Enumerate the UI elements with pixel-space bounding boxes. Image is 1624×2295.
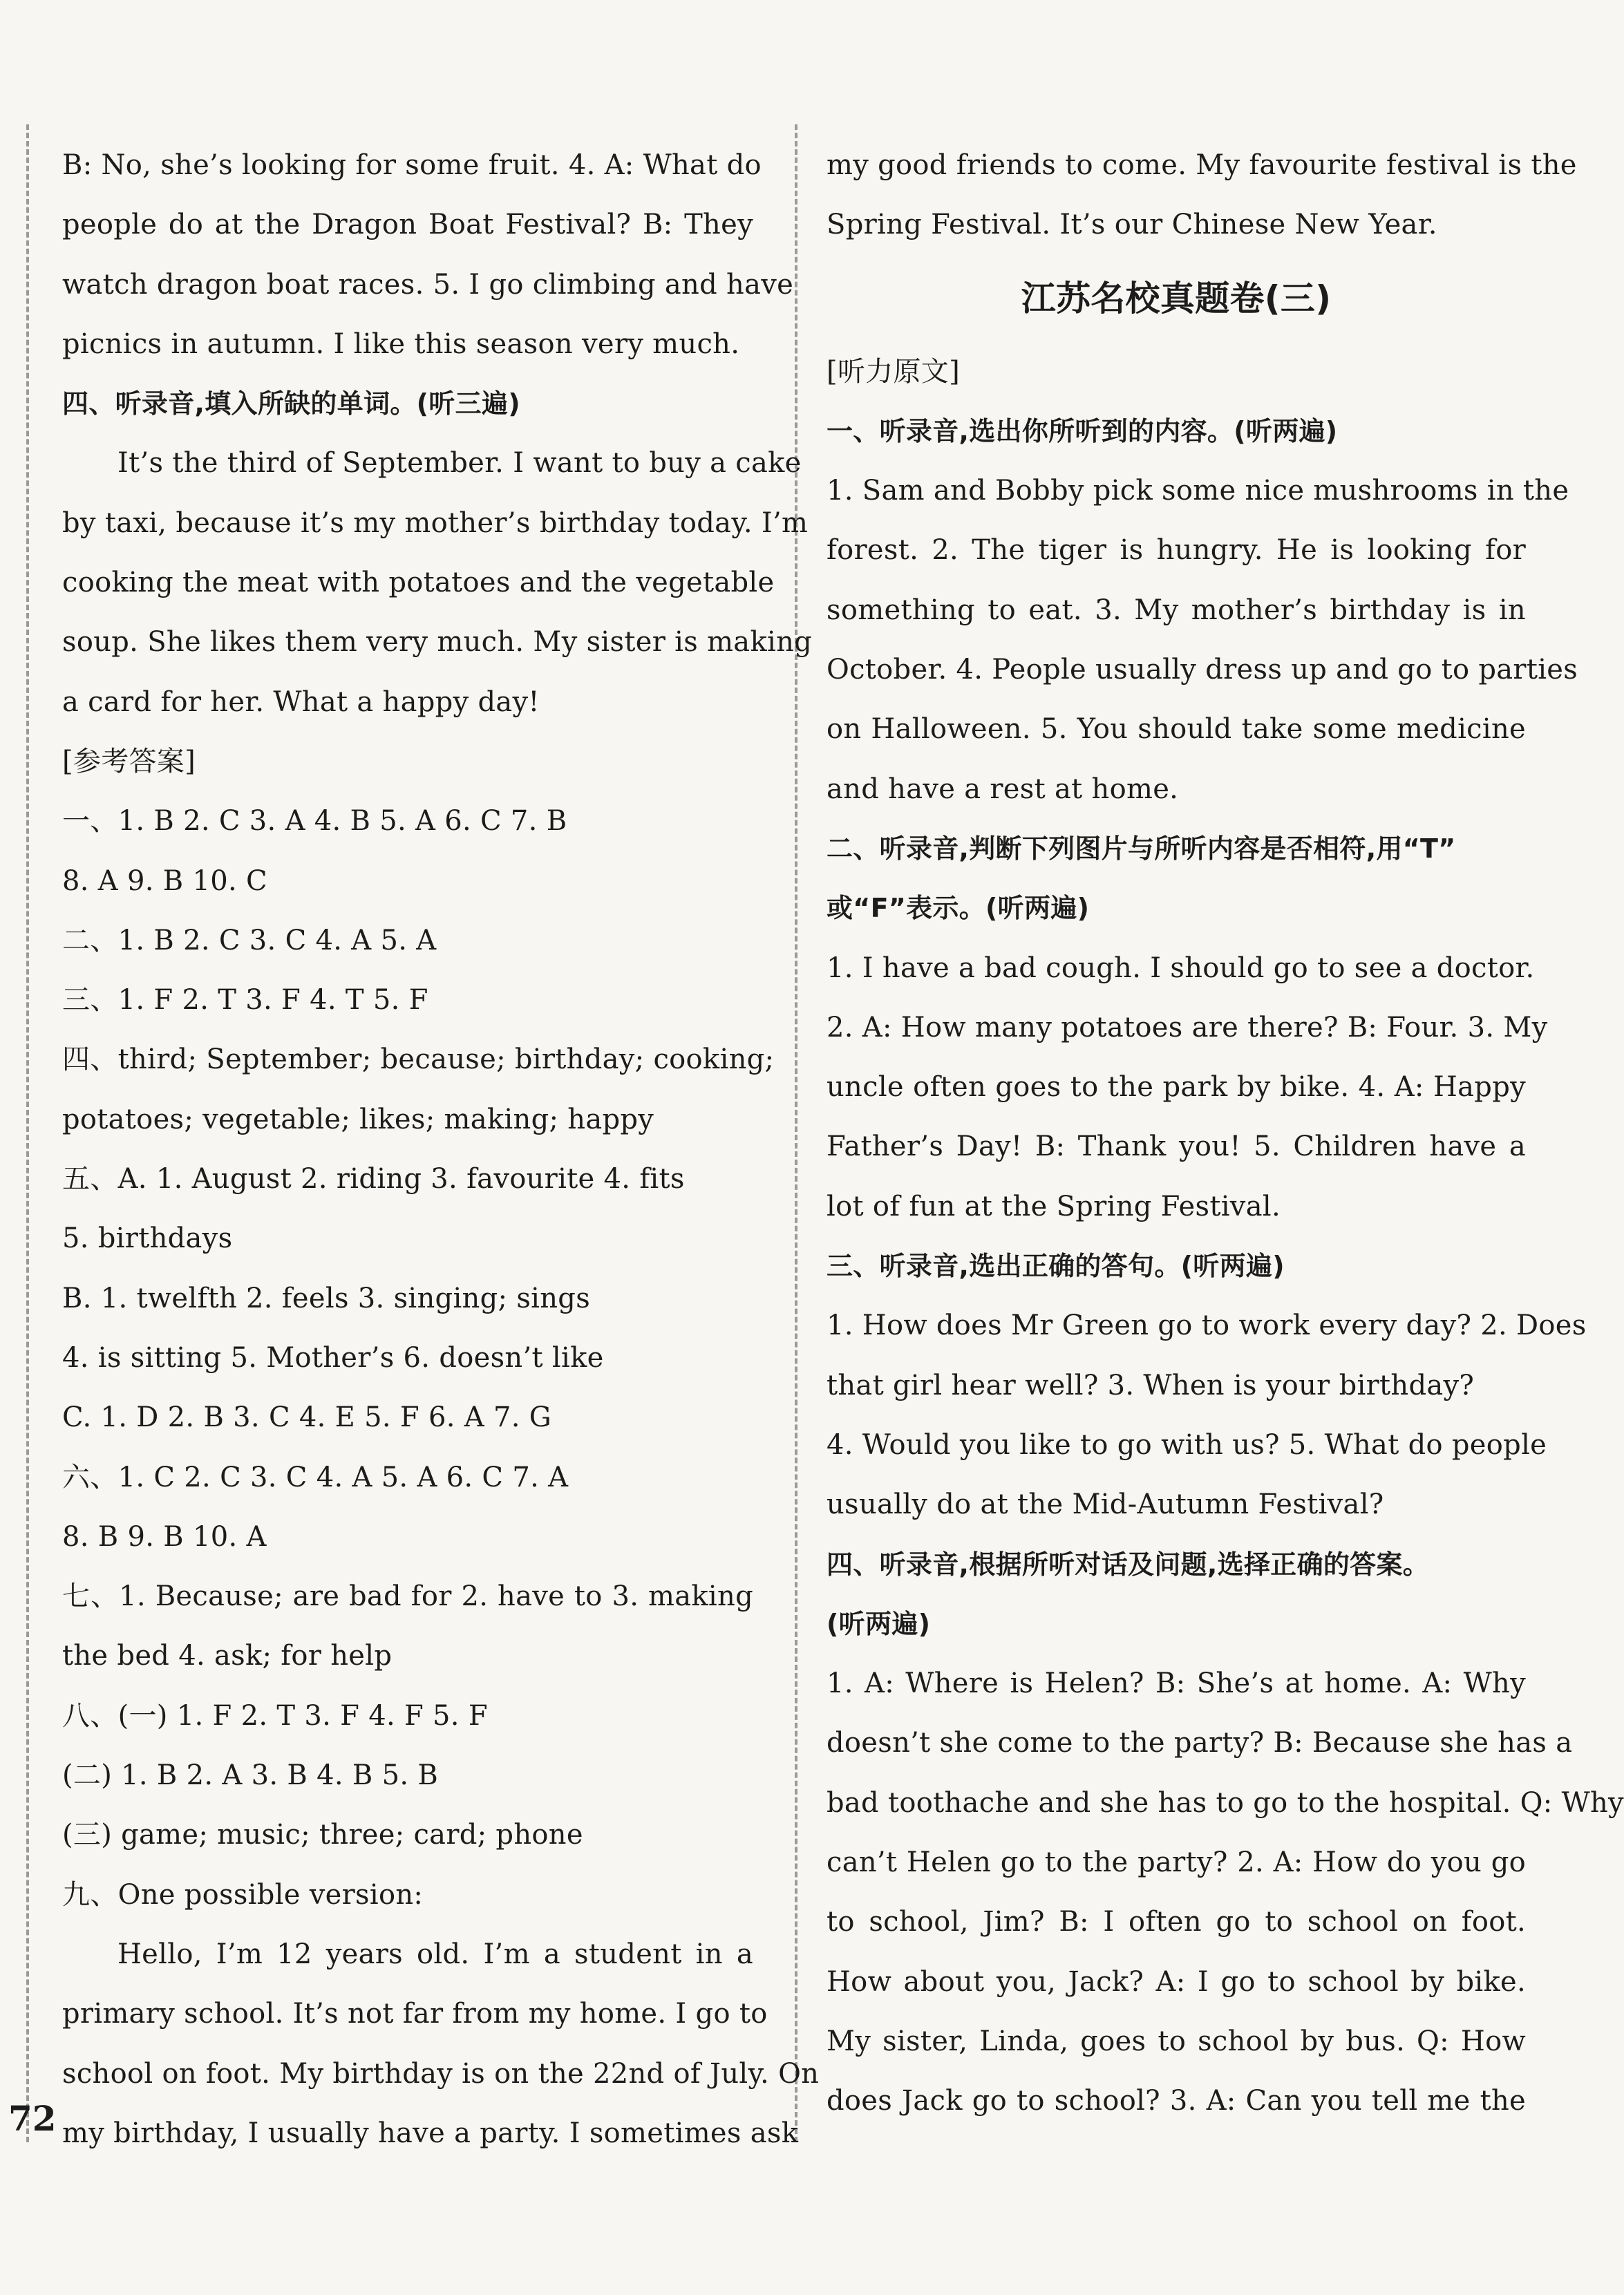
text-line: 1. Sam and Bobby pick some nice mushrooms in the xyxy=(827,475,1569,507)
section-heading: 或“F”表示。(听两遍) xyxy=(827,893,1090,924)
text-line: 1. A: Where is Helen? B: She’s at home. A: Why xyxy=(827,1668,1526,1700)
text-line: soup. She likes them very much. My sister is making xyxy=(62,626,813,659)
text-line: (三) game; music; three; card; phone xyxy=(62,1819,583,1851)
section-title: 江苏名校真题卷(三) xyxy=(1021,278,1332,319)
text-line: 1. I have a bad cough. I should go to see a doctor. xyxy=(827,952,1535,984)
page-number: 72 xyxy=(8,2098,57,2139)
text-line: cooking the meat with potatoes and the vegetable xyxy=(62,567,775,599)
text-line: 1. How does Mr Green go to work every day? 2. Does xyxy=(827,1310,1587,1342)
text-line: and have a rest at home. xyxy=(827,773,1179,805)
text-line: 一、1. B 2. C 3. A 4. B 5. A 6. C 7. B xyxy=(62,805,567,838)
text-line: picnics in autumn. I like this season very much. xyxy=(62,328,740,360)
text-line: C. 1. D 2. B 3. C 4. E 5. F 6. A 7. G xyxy=(62,1401,552,1434)
left-column xyxy=(62,135,820,2163)
section-heading: (听两遍) xyxy=(827,1608,931,1639)
section-heading: 一、听录音,选出你所听到的内容。(听两遍) xyxy=(827,415,1338,446)
text-line: uncle often goes to the park by bike. 4. A: Happy xyxy=(827,1071,1526,1104)
text-line: October. 4. People usually dress up and go to parties xyxy=(827,654,1578,686)
text-line: It’s the third of September. I want to buy a cake xyxy=(117,447,802,480)
text-line: lot of fun at the Spring Festival. xyxy=(827,1190,1281,1222)
section-heading: 四、听录音,根据所听对话及问题,选择正确的答案。 xyxy=(827,1549,1430,1580)
text-line: by taxi, because it’s my mother’s birthday today. I’m xyxy=(62,507,809,539)
text-line: 二、1. B 2. C 3. C 4. A 5. A xyxy=(62,924,437,956)
column-divider-dashed-rule xyxy=(795,124,797,2142)
text-line: on Halloween. 5. You should take some medicine xyxy=(827,713,1526,746)
text-line: doesn’t she come to the party? B: Because she has a xyxy=(827,1727,1573,1759)
text-line: school on foot. My birthday is on the 22nd of July. On xyxy=(62,2057,820,2090)
text-line: 4. is sitting 5. Mother’s 6. doesn’t like xyxy=(62,1341,604,1374)
text-line: a card for her. What a happy day! xyxy=(62,686,540,718)
text-line: 九、One possible version: xyxy=(62,1878,424,1911)
text-line: Hello, I’m 12 years old. I’m a student in a xyxy=(117,1938,753,1970)
text-line: my good friends to come. My favourite festival is the xyxy=(827,149,1577,181)
text-line: watch dragon boat races. 5. I go climbing and have xyxy=(62,268,794,301)
text-line: 5. birthdays xyxy=(62,1222,233,1255)
text-line: [参考答案] xyxy=(62,745,196,777)
text-line: potatoes; vegetable; likes; making; happy xyxy=(62,1103,654,1135)
right-column xyxy=(827,135,1624,2131)
text-line: B. 1. twelfth 2. feels 3. singing; sings xyxy=(62,1282,591,1314)
text-line: usually do at the Mid-Autumn Festival? xyxy=(827,1489,1384,1521)
text-line: 八、(一) 1. F 2. T 3. F 4. F 5. F xyxy=(62,1699,488,1732)
text-line: (二) 1. B 2. A 3. B 4. B 5. B xyxy=(62,1759,439,1792)
text-line: 五、A. 1. August 2. riding 3. favourite 4. fits xyxy=(62,1163,685,1196)
text-line: people do at the Dragon Boat Festival? B: They xyxy=(62,209,753,241)
text-line: my birthday, I usually have a party. I sometimes ask xyxy=(62,2117,799,2149)
text-line: Spring Festival. It’s our Chinese New Year. xyxy=(827,209,1437,241)
text-line: primary school. It’s not far from my home. I go to xyxy=(62,1998,768,2030)
text-line: 4. Would you like to go with us? 5. What do people xyxy=(827,1428,1547,1461)
text-line: bad toothache and she has to go to the hospital. Q: Why xyxy=(827,1786,1624,1819)
section-heading: 二、听录音,判断下列图片与所听内容是否相符,用“T” xyxy=(827,833,1456,864)
text-line: does Jack go to school? 3. A: Can you tell me the xyxy=(827,2085,1526,2117)
text-line: B: No, she’s looking for some fruit. 4. A: What do xyxy=(62,149,762,181)
left-margin-dashed-rule xyxy=(26,124,29,2142)
text-line: to school, Jim? B: I often go to school on foot. xyxy=(827,1906,1526,1938)
section-heading: 四、听录音,填入所缺的单词。(听三遍) xyxy=(62,388,520,419)
text-line: My sister, Linda, goes to school by bus. Q: How xyxy=(827,2025,1526,2057)
text-line: 8. B 9. B 10. A xyxy=(62,1520,267,1553)
text-line: 四、third; September; because; birthday; cooking; xyxy=(62,1043,775,1076)
text-line: forest. 2. The tiger is hungry. He is looking for xyxy=(827,534,1526,567)
text-line: How about you, Jack? A: I go to school by bike. xyxy=(827,1965,1526,1998)
text-line: 六、1. C 2. C 3. C 4. A 5. A 6. C 7. A xyxy=(62,1461,569,1493)
text-line: 8. A 9. B 10. C xyxy=(62,865,267,897)
text-line: 三、1. F 2. T 3. F 4. T 5. F xyxy=(62,984,428,1017)
text-line: something to eat. 3. My mother’s birthday is in xyxy=(827,594,1526,626)
text-line: can’t Helen go to the party? 2. A: How do you go xyxy=(827,1847,1526,1879)
text-line: 2. A: How many potatoes are there? B: Four. 3. My xyxy=(827,1011,1548,1043)
text-line: [听力原文] xyxy=(827,355,961,388)
text-line: that girl hear well? 3. When is your birthday? xyxy=(827,1369,1475,1401)
text-line: 七、1. Because; are bad for 2. have to 3. making xyxy=(62,1580,753,1613)
text-line: Father’s Day! B: Thank you! 5. Children have a xyxy=(827,1131,1526,1163)
section-heading: 三、听录音,选出正确的答句。(听两遍) xyxy=(827,1251,1285,1282)
text-line: the bed 4. ask; for help xyxy=(62,1640,393,1672)
